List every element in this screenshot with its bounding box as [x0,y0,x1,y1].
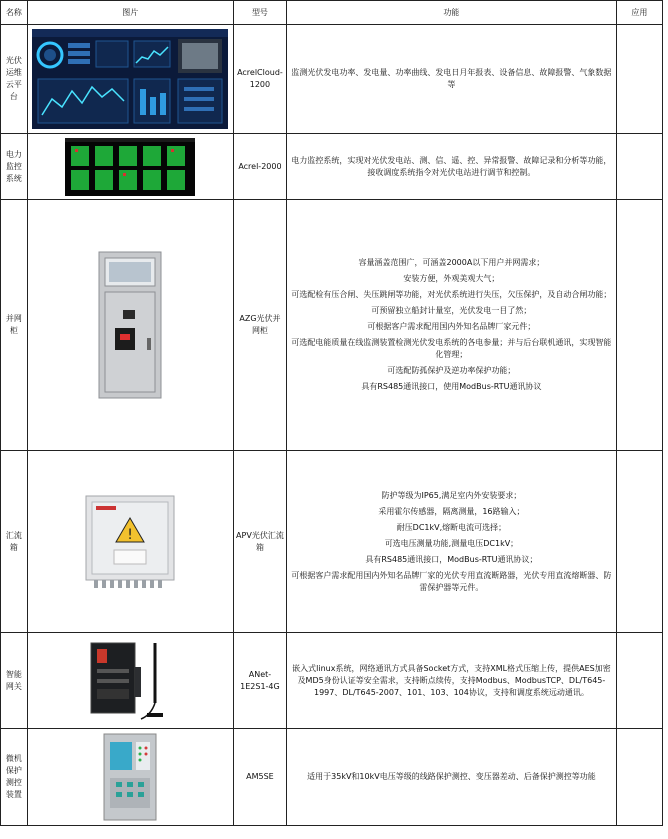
row-application [616,134,662,200]
header-function: 功能 [287,1,616,25]
function-line: 电力监控系统，实现对光伏发电站、测、信、遥、控、异常报警、故障记录和分析等功能，接收调度系统指令对光伏电站进行调节和控制。 [291,155,612,177]
row-model: AZG光伏并网柜 [233,200,287,451]
row-model: ANet-1E2S1-4G [233,633,287,729]
function-line: 容量涵盖范围广，可涵盖2000A以下用户并网需求； [358,258,545,267]
function-line: 可选配检有压合闸、失压跳闸等功能，对光伏系统进行失压，欠压保护，及自动合闸功能； [291,290,612,299]
row-model: AM5SE [233,729,287,826]
row-image [27,633,233,729]
row-image [27,200,233,451]
row-function [287,25,616,134]
function-line: 具有RS485通讯接口，使用ModBus-RTU通讯协议 [361,382,542,391]
function-line: 适用于35kV和10kV电压等级的线路保护测控、变压器差动、后备保护测控等功能 [307,772,596,781]
row-model: APV光伏汇流箱 [233,451,287,633]
function-line: 防护等级为IP65,满足室内外安装要求； [381,490,522,500]
row-name: 电力监控系统 [1,134,28,200]
table-row [1,134,663,200]
table-row [1,25,663,134]
row-name: 汇流箱 [1,451,28,633]
scada-screenshot-icon [65,138,195,196]
row-image [27,451,233,633]
dashboard-screenshot-icon [32,29,228,129]
header-name: 名称 [1,1,28,25]
row-application [616,729,662,826]
function-line: 可根据客户需求配用国内外知名品牌厂家的光伏专用直流断路器，光伏专用直流熔断器、防雷保护器等元件。 [291,570,612,592]
row-image [27,25,233,134]
grid-cabinet-icon [95,250,165,400]
row-function [287,134,616,200]
row-image [27,134,233,200]
row-name: 微机保护测控装置 [1,729,28,826]
svg-text:!: ! [127,526,134,543]
function-line: 可选电压测量功能,测量电压DC1kV； [384,538,519,548]
function-line: 嵌入式linux系统，网络通讯方式具备Socket方式，支持XML格式压缩上传，提供AES加密及MD5身份认证等安全需求，支持断点续传，支持Modbus、ModbusTCP、DL/T645-1997、DL/T645-2007、101、103、104协议，支持和调度系统远动通讯。 [292,663,611,697]
function-line: 安装方便，外观美观大气； [403,274,500,283]
table-row [1,633,663,729]
table-row [1,200,663,451]
header-application: 应用 [616,1,662,25]
function-line: 可选配电能质量在线监测装置检测光伏发电系统的各电参量；并与后台联机通讯，实现智能化管理； [291,338,612,359]
function-line: 监测光伏发电功率、发电量、功率曲线、发电日月年报表、设备信息、故障报警、气象数据等 [291,68,612,89]
function-line: 可预留独立船封计量室，光伏发电一目了然； [371,306,532,315]
table-row [1,451,663,633]
function-line: 可根据客户需求配用国内外知名品牌厂家元件； [367,322,536,331]
row-model: AcrelCloud-1200 [233,25,287,134]
row-application [616,200,662,451]
function-line: 采用霍尔传感器，隔离测量，16路输入； [378,506,525,516]
header-row [1,1,663,25]
row-function [287,200,616,451]
row-name: 光伏运维云平台 [1,25,28,134]
table-row [1,729,663,826]
row-name: 智能网关 [1,633,28,729]
row-model: Acrel-2000 [233,134,287,200]
header-image: 图片 [27,1,233,25]
function-line: 耐压DC1kV,熔断电流可选择； [396,522,507,532]
header-model: 型号 [233,1,287,25]
function-line: 具有RS485通讯接口，ModBus-RTU通讯协议； [365,554,538,564]
protection-relay-icon [100,732,160,822]
row-function [287,729,616,826]
row-application [616,633,662,729]
row-image [27,729,233,826]
row-function [287,633,616,729]
function-line: 可选配防孤保护及逆功率保护功能； [387,366,516,375]
row-application [616,25,662,134]
row-application [616,451,662,633]
gateway-icon [85,637,175,725]
row-name: 并网柜 [1,200,28,451]
combiner-box-icon [80,492,180,592]
row-function [287,451,616,633]
